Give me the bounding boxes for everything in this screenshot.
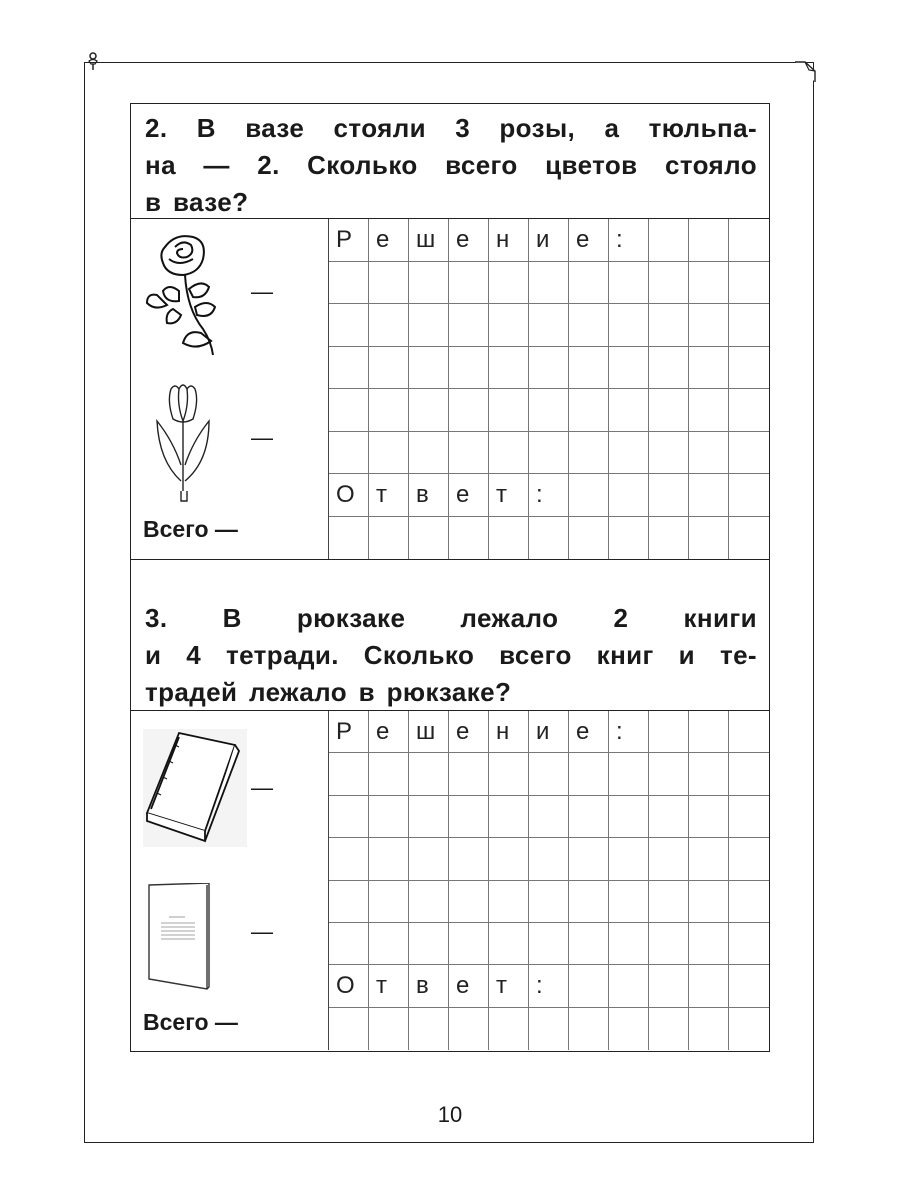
grid-cell[interactable] <box>689 347 729 390</box>
solution-label-letter[interactable]: е <box>369 711 409 753</box>
grid-cell[interactable] <box>449 881 489 923</box>
book-icon <box>143 729 247 847</box>
grid-cell[interactable] <box>489 753 529 795</box>
grid-cell[interactable] <box>649 838 689 880</box>
grid-cell[interactable] <box>649 347 689 390</box>
answer-label-letter[interactable]: в <box>409 965 449 1007</box>
grid-cell[interactable] <box>529 517 569 560</box>
grid-cell[interactable] <box>369 432 409 475</box>
grid-cell[interactable] <box>409 923 449 965</box>
grid-cell[interactable] <box>369 389 409 432</box>
grid-cell[interactable] <box>409 796 449 838</box>
grid-cell[interactable] <box>649 304 689 347</box>
grid-cell[interactable] <box>369 517 409 560</box>
grid-cell[interactable] <box>729 1008 769 1050</box>
grid-cell[interactable] <box>489 1008 529 1050</box>
grid-cell[interactable] <box>729 711 769 753</box>
answer-label-letter[interactable]: в <box>409 474 449 517</box>
grid-cell[interactable] <box>409 262 449 305</box>
grid-cell[interactable] <box>609 965 649 1007</box>
grid-cell[interactable] <box>689 1008 729 1050</box>
grid-cell[interactable] <box>569 796 609 838</box>
grid-cell[interactable] <box>449 796 489 838</box>
grid-cell[interactable] <box>529 753 569 795</box>
dash: — <box>251 775 273 800</box>
grid-cell[interactable] <box>609 796 649 838</box>
grid-cell[interactable] <box>609 347 649 390</box>
grid-cell[interactable] <box>569 1008 609 1050</box>
answer-label-letter[interactable]: т <box>489 965 529 1007</box>
solution-label-letter[interactable]: е <box>569 219 609 262</box>
grid-cell[interactable] <box>569 517 609 560</box>
answer-label-letter[interactable]: : <box>529 965 569 1007</box>
grid-cell[interactable] <box>609 838 649 880</box>
answer-label-letter[interactable]: е <box>449 474 489 517</box>
grid-cell[interactable] <box>649 432 689 475</box>
grid-cell[interactable] <box>529 304 569 347</box>
solution-label-letter[interactable]: ш <box>409 219 449 262</box>
grid-cell[interactable] <box>369 923 409 965</box>
grid-cell[interactable] <box>329 1008 369 1050</box>
grid-cell[interactable] <box>649 474 689 517</box>
grid-cell[interactable] <box>529 432 569 475</box>
answer-label-letter[interactable]: О <box>329 965 369 1007</box>
grid-cell[interactable] <box>689 753 729 795</box>
solution-label-letter[interactable]: н <box>489 711 529 753</box>
task-3-question <box>131 600 769 711</box>
grid-cell[interactable] <box>369 796 409 838</box>
grid-cell[interactable] <box>649 1008 689 1050</box>
grid-cell[interactable] <box>409 838 449 880</box>
grid-cell[interactable] <box>609 1008 649 1050</box>
solution-label-letter[interactable]: : <box>609 219 649 262</box>
grid-cell[interactable] <box>329 923 369 965</box>
solution-label-letter[interactable]: ш <box>409 711 449 753</box>
grid-cell[interactable] <box>329 347 369 390</box>
grid-cell[interactable] <box>529 389 569 432</box>
grid-cell[interactable] <box>449 517 489 560</box>
question-line: на — 2. Сколько всего цветов стояло <box>145 150 757 180</box>
grid-cell[interactable] <box>729 432 769 475</box>
dash: — <box>251 279 273 304</box>
grid-cell[interactable] <box>689 219 729 262</box>
grid-cell[interactable] <box>649 753 689 795</box>
grid-cell[interactable] <box>489 838 529 880</box>
grid-cell[interactable] <box>409 432 449 475</box>
grid-cell[interactable] <box>529 347 569 390</box>
grid-cell[interactable] <box>649 711 689 753</box>
pushpin-icon <box>86 52 100 72</box>
grid-cell[interactable] <box>569 881 609 923</box>
grid-cell[interactable] <box>409 1008 449 1050</box>
grid-cell[interactable] <box>329 881 369 923</box>
solution-label-letter[interactable]: е <box>449 711 489 753</box>
grid-cell[interactable] <box>529 1008 569 1050</box>
grid-cell[interactable] <box>689 923 729 965</box>
question-line: 3. В рюкзаке лежало 2 книги <box>145 603 757 633</box>
grid-cell[interactable] <box>449 432 489 475</box>
grid-cell[interactable] <box>369 347 409 390</box>
grid-cell[interactable] <box>729 262 769 305</box>
grid-cell[interactable] <box>609 262 649 305</box>
grid-cell[interactable] <box>729 347 769 390</box>
grid-cell[interactable] <box>329 262 369 305</box>
grid-cell[interactable] <box>529 881 569 923</box>
grid-cell[interactable] <box>729 923 769 965</box>
grid-cell[interactable] <box>729 796 769 838</box>
grid-cell[interactable] <box>609 923 649 965</box>
grid-cell[interactable] <box>729 517 769 560</box>
grid-cell[interactable] <box>449 753 489 795</box>
answer-label-letter[interactable]: т <box>369 965 409 1007</box>
grid-cell[interactable] <box>529 796 569 838</box>
grid-cell[interactable] <box>649 262 689 305</box>
task-3-solution-grid[interactable] <box>329 711 769 1050</box>
grid-cell[interactable] <box>449 838 489 880</box>
solution-label-letter[interactable]: Р <box>329 219 369 262</box>
grid-cell[interactable] <box>569 923 609 965</box>
grid-cell[interactable] <box>449 1008 489 1050</box>
grid-cell[interactable] <box>689 838 729 880</box>
grid-cell[interactable] <box>649 796 689 838</box>
grid-cell[interactable] <box>729 474 769 517</box>
solution-label-letter[interactable]: е <box>369 219 409 262</box>
answer-label-letter[interactable]: т <box>369 474 409 517</box>
dash: — <box>251 425 273 450</box>
grid-cell[interactable] <box>689 262 729 305</box>
grid-cell[interactable] <box>569 432 609 475</box>
grid-cell[interactable] <box>409 881 449 923</box>
grid-cell[interactable] <box>449 304 489 347</box>
grid-cell[interactable] <box>609 389 649 432</box>
total-label: Всего — <box>143 516 238 542</box>
grid-cell[interactable] <box>449 262 489 305</box>
total-label: Всего — <box>143 1009 238 1035</box>
grid-cell[interactable] <box>649 517 689 560</box>
grid-cell[interactable] <box>569 474 609 517</box>
grid-cell[interactable] <box>689 711 729 753</box>
grid-cell[interactable] <box>609 304 649 347</box>
grid-cell[interactable] <box>729 753 769 795</box>
grid-cell[interactable] <box>409 517 449 560</box>
grid-cell[interactable] <box>449 347 489 390</box>
grid-cell[interactable] <box>449 923 489 965</box>
task-2-question <box>131 110 769 221</box>
grid-cell[interactable] <box>729 965 769 1007</box>
grid-cell[interactable] <box>609 474 649 517</box>
grid-cell[interactable] <box>329 389 369 432</box>
grid-cell[interactable] <box>649 881 689 923</box>
page-curl-icon <box>795 58 819 82</box>
grid-cell[interactable] <box>569 347 609 390</box>
question-line: в вазе? <box>145 187 249 217</box>
grid-cell[interactable] <box>609 432 649 475</box>
grid-cell[interactable] <box>609 753 649 795</box>
solution-label-letter[interactable]: : <box>609 711 649 753</box>
grid-cell[interactable] <box>489 796 529 838</box>
grid-cell[interactable] <box>729 304 769 347</box>
grid-cell[interactable] <box>729 881 769 923</box>
notebook-icon <box>147 883 213 991</box>
grid-cell[interactable] <box>409 753 449 795</box>
answer-label-letter[interactable]: : <box>529 474 569 517</box>
solution-label-letter[interactable]: и <box>529 711 569 753</box>
grid-cell[interactable] <box>329 838 369 880</box>
solution-label-letter[interactable]: н <box>489 219 529 262</box>
grid-cell[interactable] <box>489 304 529 347</box>
grid-cell[interactable] <box>649 219 689 262</box>
answer-label-letter[interactable]: О <box>329 474 369 517</box>
task-3-box <box>130 558 770 1052</box>
grid-cell[interactable] <box>489 517 529 560</box>
grid-cell[interactable] <box>529 923 569 965</box>
grid-cell[interactable] <box>689 517 729 560</box>
solution-label-letter[interactable]: е <box>569 711 609 753</box>
grid-cell[interactable] <box>689 796 729 838</box>
grid-cell[interactable] <box>689 965 729 1007</box>
grid-cell[interactable] <box>689 474 729 517</box>
tulip-icon <box>153 381 213 505</box>
grid-cell[interactable] <box>569 753 609 795</box>
task-2-items <box>131 219 329 559</box>
grid-cell[interactable] <box>369 262 409 305</box>
grid-cell[interactable] <box>569 262 609 305</box>
grid-cell[interactable] <box>569 838 609 880</box>
grid-cell[interactable] <box>689 304 729 347</box>
question-line: традей лежало в рюкзаке? <box>145 677 512 707</box>
grid-cell[interactable] <box>369 1008 409 1050</box>
grid-cell[interactable] <box>409 347 449 390</box>
grid-cell[interactable] <box>329 517 369 560</box>
grid-cell[interactable] <box>569 304 609 347</box>
grid-cell[interactable] <box>489 923 529 965</box>
grid-cell[interactable] <box>529 838 569 880</box>
grid-cell[interactable] <box>329 432 369 475</box>
task-2-box <box>130 103 770 560</box>
grid-cell[interactable] <box>689 389 729 432</box>
rose-icon <box>145 229 227 357</box>
grid-cell[interactable] <box>329 753 369 795</box>
grid-cell[interactable] <box>649 923 689 965</box>
grid-cell[interactable] <box>489 347 529 390</box>
grid-cell[interactable] <box>569 389 609 432</box>
grid-cell[interactable] <box>569 965 609 1007</box>
solution-label-letter[interactable]: и <box>529 219 569 262</box>
solution-label-letter[interactable]: Р <box>329 711 369 753</box>
grid-cell[interactable] <box>369 304 409 347</box>
grid-cell[interactable] <box>489 881 529 923</box>
grid-cell[interactable] <box>409 389 449 432</box>
grid-cell[interactable] <box>529 262 569 305</box>
grid-cell[interactable] <box>489 389 529 432</box>
grid-cell[interactable] <box>609 881 649 923</box>
grid-cell[interactable] <box>489 262 529 305</box>
question-line: и 4 тетради. Сколько всего книг и те- <box>145 640 757 670</box>
grid-cell[interactable] <box>489 432 529 475</box>
grid-cell[interactable] <box>649 965 689 1007</box>
answer-label-letter[interactable]: т <box>489 474 529 517</box>
grid-cell[interactable] <box>689 432 729 475</box>
grid-cell[interactable] <box>409 304 449 347</box>
grid-cell[interactable] <box>369 881 409 923</box>
grid-cell[interactable] <box>609 517 649 560</box>
answer-label-letter[interactable]: е <box>449 965 489 1007</box>
task-3-items <box>131 711 329 1050</box>
grid-cell[interactable] <box>329 304 369 347</box>
grid-cell[interactable] <box>689 881 729 923</box>
grid-cell[interactable] <box>729 219 769 262</box>
question-line: 2. В вазе стояли 3 розы, а тюльпа- <box>145 113 757 143</box>
grid-cell[interactable] <box>369 753 409 795</box>
grid-cell[interactable] <box>729 838 769 880</box>
grid-cell[interactable] <box>329 796 369 838</box>
page-number: 10 <box>437 1102 463 1127</box>
grid-cell[interactable] <box>369 838 409 880</box>
dash: — <box>251 919 273 944</box>
grid-cell[interactable] <box>649 389 689 432</box>
grid-cell[interactable] <box>449 389 489 432</box>
solution-label-letter[interactable]: е <box>449 219 489 262</box>
task-2-solution-grid[interactable] <box>329 219 769 559</box>
grid-cell[interactable] <box>729 389 769 432</box>
